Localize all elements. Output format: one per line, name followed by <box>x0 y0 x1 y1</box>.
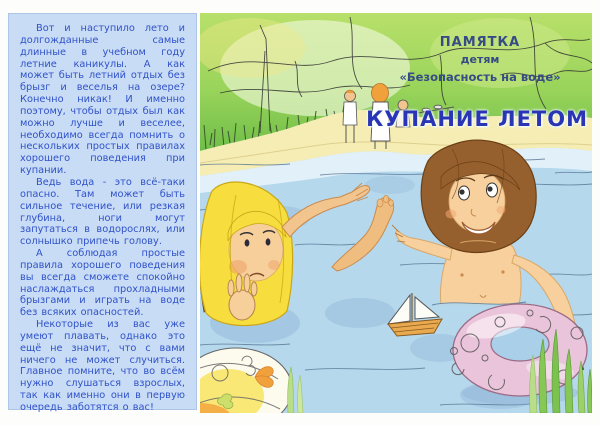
lake-illustration <box>200 13 592 413</box>
paragraph-4: Некоторые из вас уже умеют плавать, однако это ещё не значит, что с вами ничего не может случиться. Главное помните, что во всём нужно слушаться взрослых, так как именно они в первую очередь заботятся о вас! <box>20 319 185 413</box>
paragraph-3: А соблюдая простые правила хорошего поведения вы всегда сможете спокойно наслаждаться прохладными брызгами и играть на воде без всяких опасностей. <box>20 248 185 319</box>
header-line-bezopasnost: «Безопасность на воде» <box>399 70 561 84</box>
header-line-pamyatka: ПАМЯТКА <box>439 35 521 50</box>
paragraph-1: Вот и наступило лето и долгожданные самые длинные в учебном году летние каникулы. А как может быть летний отдых без брызг и веселья на озере? Конечно никак! И именно поэтому, чтобы отдых был как можно лучше и веселее, необходимо всегда помнить о нескольких простых правилах хорошего поведения при купании. <box>20 23 185 177</box>
paragraph-2: Ведь вода - это всё-таки опасно. Там может быть сильное течение, или резкая глубина, ноги могут запутаться в водорослях, или солнышко припечь голову. <box>20 176 185 248</box>
page-title: КУПАНИЕ ЛЕТОМ <box>366 107 588 131</box>
leaflet-header <box>350 35 592 84</box>
header-line-detyam: детям <box>460 53 500 66</box>
intro-text-panel <box>8 13 197 413</box>
